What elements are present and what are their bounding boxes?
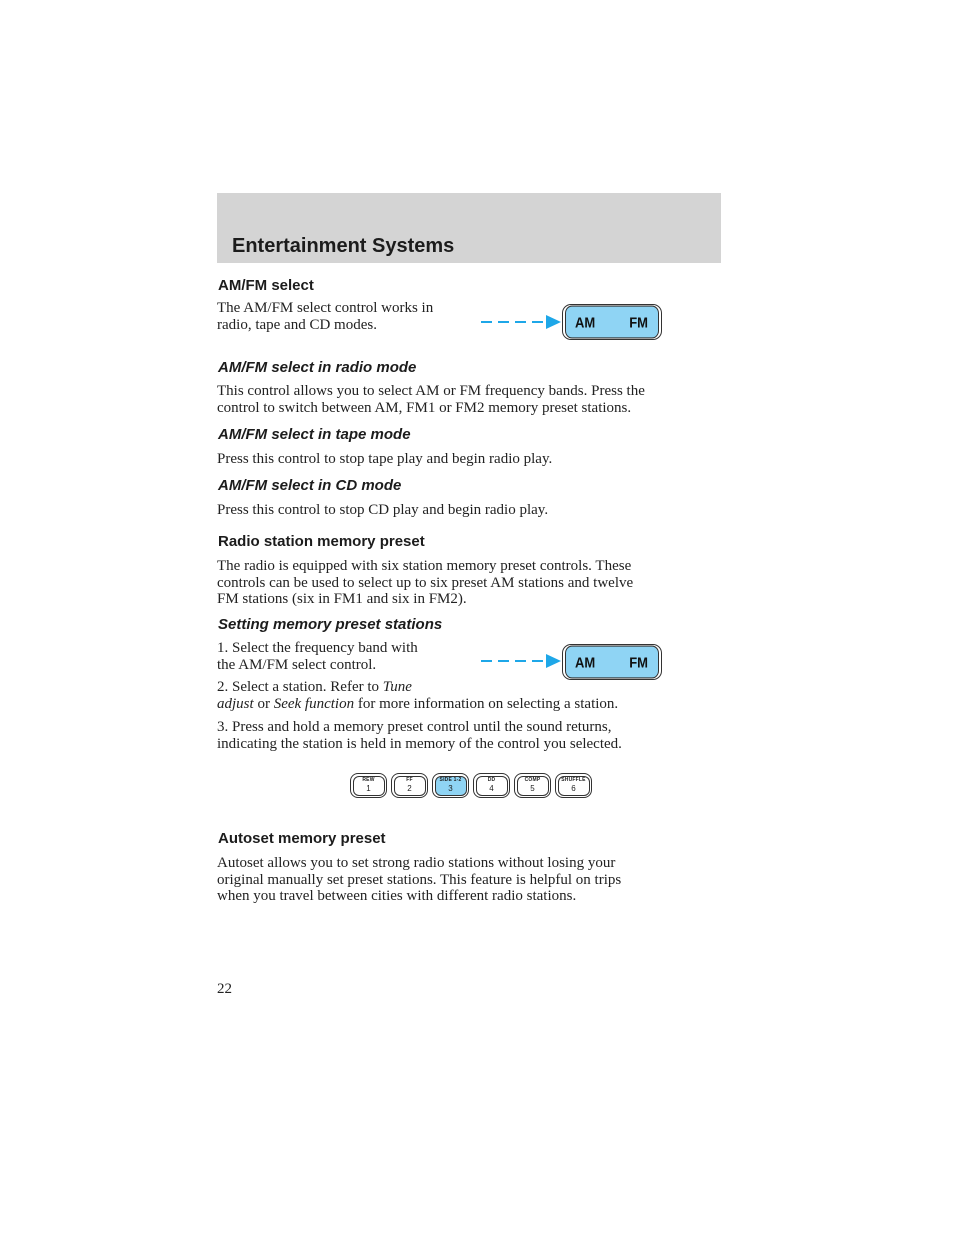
preset-button-1 (350, 773, 387, 798)
step-3 (217, 719, 622, 752)
section-title: Entertainment Systems (232, 235, 455, 257)
preset-button-label: COMP (524, 777, 541, 783)
preset-button-number: 2 (407, 784, 412, 793)
step-2 (217, 679, 618, 712)
step-2-rest: for more information on selecting a station. (354, 695, 619, 712)
radio-mode-body (217, 383, 645, 416)
heading-setting-presets: Setting memory preset stations (218, 616, 443, 633)
preset-button-label: SIDE 1-2 (439, 777, 462, 783)
memory-preset-body (217, 558, 633, 608)
preset-button-number: 1 (366, 784, 371, 793)
step-2-text-a: 2. Select a station. Refer to (217, 679, 383, 695)
step-2-adjust: adjust (217, 695, 254, 712)
am-label: AM (575, 313, 596, 331)
preset-button-2 (391, 773, 428, 798)
autoset-body-line3: when you travel between cities with different radio stations. (217, 888, 577, 904)
amfm-select-body-line1: The AM/FM select control works in (217, 300, 434, 316)
amfm-select-button (562, 304, 662, 340)
page-number: 22 (217, 981, 232, 997)
preset-button-label: REW (362, 777, 375, 783)
section-header-band (217, 193, 721, 263)
preset-button-label: SHUFFLE (561, 777, 586, 783)
fm-label: FM (629, 313, 648, 331)
preset-button-number: 6 (571, 784, 576, 793)
preset-button-3 (432, 773, 469, 798)
fm-label: FM (629, 653, 648, 671)
amfm-select-body-line2: radio, tape and CD modes. (217, 316, 377, 333)
preset-button-number: 3 (448, 784, 453, 793)
heading-amfm-select: AM/FM select (218, 277, 314, 294)
heading-radio-mode: AM/FM select in radio mode (218, 359, 417, 376)
am-label: AM (575, 653, 596, 671)
amfm-select-body (217, 300, 433, 333)
heading-cd-mode: AM/FM select in CD mode (218, 477, 402, 494)
heading-autoset: Autoset memory preset (218, 830, 386, 847)
step-2-seek: Seek function (273, 695, 355, 712)
preset-button-label: DD (487, 777, 496, 783)
preset-button-4 (473, 773, 510, 798)
step-2-tune: Tune (382, 679, 412, 695)
heading-tape-mode: AM/FM select in tape mode (218, 426, 411, 443)
preset-button-number: 5 (530, 784, 535, 793)
step-3-line1: 3. Press and hold a memory preset control until the sound returns, (217, 719, 612, 735)
step-1 (217, 640, 418, 673)
memory-preset-body-line1: The radio is equipped with six station memory preset controls. These (217, 558, 632, 574)
step-1-line2: the AM/FM select control. (217, 656, 377, 673)
preset-button-number: 4 (489, 784, 494, 793)
heading-memory-preset: Radio station memory preset (218, 533, 425, 550)
step-2-or: or (253, 695, 274, 712)
autoset-body-line1: Autoset allows you to set strong radio stations without losing your (217, 855, 616, 871)
tape-mode-body: Press this control to stop tape play and begin radio play. (217, 451, 553, 467)
pointer-arrow-icon (480, 653, 562, 669)
radio-mode-body-line1: This control allows you to select AM or FM frequency bands. Press the (217, 383, 645, 399)
autoset-body (217, 855, 621, 905)
preset-button-label: FF (406, 777, 413, 783)
cd-mode-body: Press this control to stop CD play and begin radio play. (217, 502, 549, 518)
autoset-body-line2: original manually set preset stations. This feature is helpful on trips (217, 871, 622, 888)
memory-preset-body-line3: FM stations (six in FM1 and six in FM2). (217, 591, 467, 607)
amfm-select-button (562, 644, 662, 680)
pointer-arrow-icon (480, 314, 562, 330)
radio-mode-body-line2: control to switch between AM, FM1 or FM2 memory preset stations. (217, 399, 632, 416)
preset-button-5 (514, 773, 551, 798)
preset-button-6 (555, 773, 592, 798)
step-1-line1: 1. Select the frequency band with (217, 640, 418, 656)
step-3-line2: indicating the station is held in memory of the control you selected. (217, 735, 622, 752)
memory-preset-body-line2: controls can be used to select up to six preset AM stations and twelve (217, 574, 634, 591)
preset-buttons-row (350, 773, 592, 798)
